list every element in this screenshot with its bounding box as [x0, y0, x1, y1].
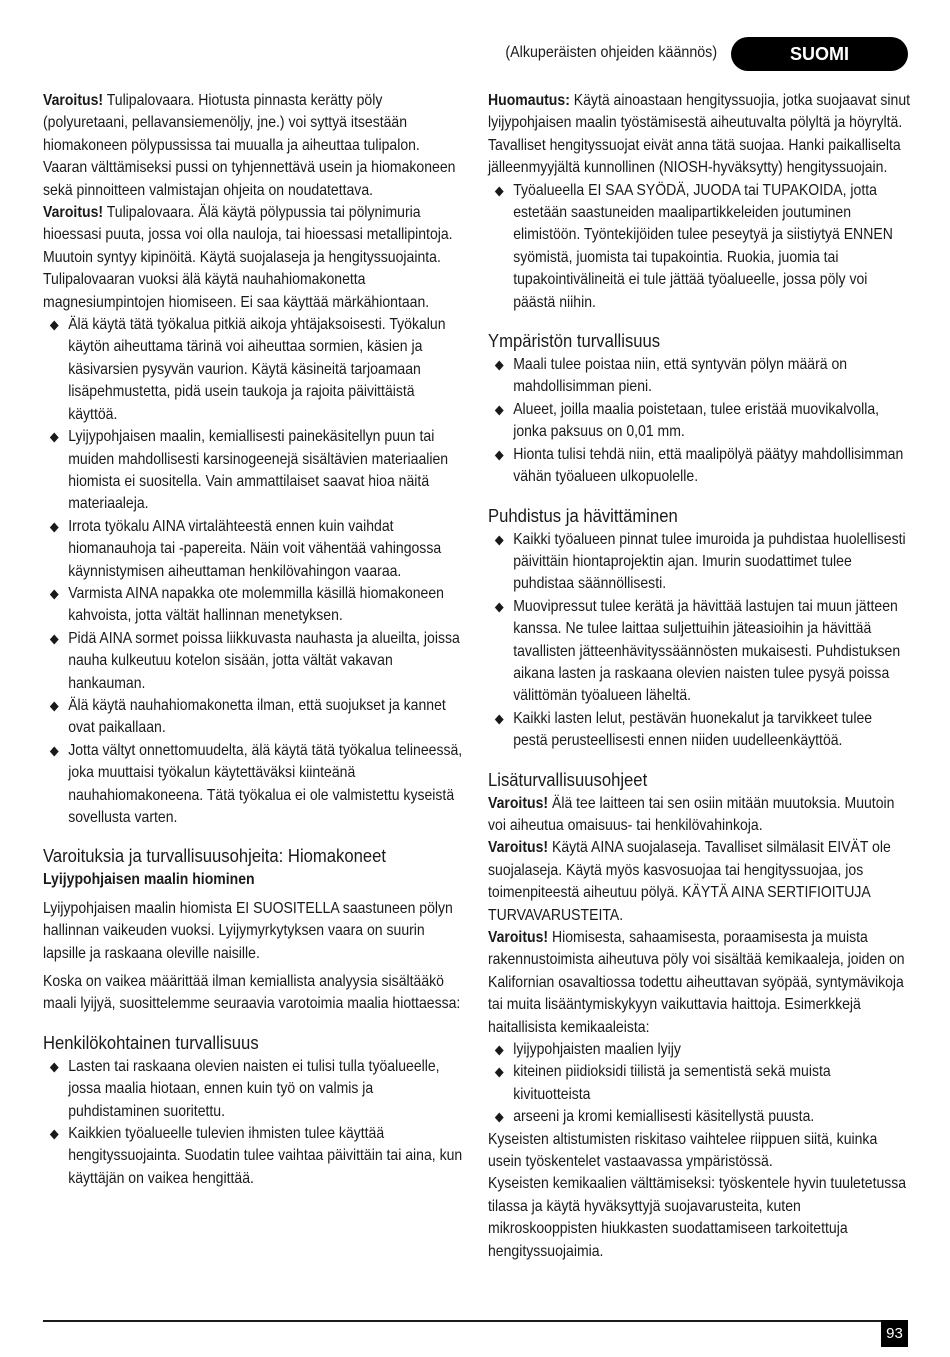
- diamond-bullet-icon: [495, 714, 504, 724]
- diamond-bullet-icon: [495, 1046, 504, 1056]
- diamond-bullet-icon: [50, 1062, 59, 1072]
- note-text: Käytä ainoastaan hengityssuojia, jotka suojaavat sinut lyijypohjaisen maalin työstämisestä aiheutuvalta pölyltä ja höyryltä. Tavalliset hengityssuojat eivät anna tätä suojaa. Hanki paikalliselta jälleenmyyjältä kunnollinen (NIOSH-hyväksytty) hengityssuojain.: [488, 92, 911, 177]
- diamond-bullet-icon: [495, 1113, 504, 1123]
- warning-modifications: [488, 793, 910, 838]
- warning-safety-glasses: [488, 837, 910, 927]
- language-badge: SUOMI: [731, 37, 908, 71]
- translation-note: (Alkuperäisten ohjeiden käännös): [505, 44, 717, 61]
- list-item: Irrota työkalu AINA virtalähteestä ennen kuin vaihdat hiomanauhoja tai -papereita. Näin voit vähentää vahingossa käynnistymisen aiheuttaman henkilövahingon vaaraa.: [43, 516, 465, 583]
- diamond-bullet-icon: [50, 746, 59, 756]
- diamond-bullet-icon: [50, 702, 59, 712]
- footer-rule: [43, 1320, 881, 1322]
- list-item: arseeni ja kromi kemiallisesti käsitellystä puusta.: [488, 1106, 910, 1128]
- paragraph: Kyseisten kemikaalien välttämiseksi: työskentele hyvin tuuletetussa tilassa ja käytä hyväksyttyjä suojavarusteita, kuten mikroskooppisten hiukkasten suodattamiseen tarkoitettuja hengityssuojaimia.: [488, 1175, 907, 1260]
- safety-bullet-list: [43, 314, 465, 829]
- no-eating-list: [488, 180, 910, 314]
- diamond-bullet-icon: [50, 634, 59, 644]
- subsection-title-lead-paint: Lyijypohjaisen maalin hiominen: [43, 871, 255, 889]
- list-item: Älä käytä tätä työkalua pitkiä aikoja yhtäjaksoisesti. Työkalun käytön aiheuttama tärinä voi aiheuttaa sormien, käsien ja käsivarsien pysyvän vaurion. Käytä käsineitä tarjoamaan lisäpehmustetta, pidä usein taukoja ja rajoita päivittäistä käyttöä.: [43, 314, 465, 426]
- list-item: Maali tulee poistaa niin, että syntyvän pölyn määrä on mahdollisimman pieni.: [488, 354, 910, 399]
- environment-list: [488, 354, 910, 488]
- list-item: Hionta tulisi tehdä niin, että maalipölyä päätyy mahdollisimman vähän työalueen ulkopuolelle.: [488, 444, 910, 489]
- section-title-additional-safety: Lisäturvallisuusohjeet: [488, 768, 648, 790]
- diamond-bullet-icon: [495, 1068, 504, 1078]
- list-item: Alueet, joilla maalia poistetaan, tulee eristää muovikalvolla, jonka paksuus on 0,01 mm.: [488, 399, 910, 444]
- fire-warning-dust: [43, 90, 465, 202]
- list-item: lyijypohjaisten maalien lyijy: [488, 1039, 910, 1061]
- warning-label: Varoitus!: [488, 929, 549, 946]
- left-column: [43, 90, 465, 1190]
- section-title-sanders: Varoituksia ja turvallisuusohjeita: Hiomakoneet: [43, 845, 387, 867]
- list-item: Lasten tai raskaana olevien naisten ei tulisi tulla työalueelle, jossa maalia hiotaan, ennen kuin työ on valmis ja puhdistaminen suoritettu.: [43, 1056, 465, 1123]
- list-item: Lyijypohjaisen maalin, kemiallisesti painekäsitellyn puun tai muiden mahdollisesti karsinogeenejä sisältävien materiaalien hiomista ei suositella. Vain ammattilaiset saavat hioa näitä materiaaleja.: [43, 426, 465, 516]
- personal-safety-list: [43, 1056, 465, 1190]
- diamond-bullet-icon: [50, 1130, 59, 1140]
- warning-text: Hiomisesta, sahaamisesta, poraamisesta ja muista rakennustoimista aiheutuva pöly voi sisältää kemikaaleja, joiden on Kalifornian osavaltiossa todettu aiheuttavan syöpää, syntymävikoja tai muita lisääntymiskykyyn vaikuttavia haittoja. Esimerkkejä haitallisista kemikaaleista:: [488, 929, 905, 1036]
- list-item: Kaikki lasten lelut, pestävän huonekalut ja tarvikkeet tulee pestä perusteellisesti ennen niiden uudelleenkäyttöä.: [488, 708, 910, 753]
- list-item: Muovipressut tulee kerätä ja hävittää lastujen tai muun jätteen kanssa. Ne tulee laittaa suljettuihin jäteasioihin ja hävittää tavallisten jätteenhävityssäännösten mukaisesti. Puhdistuksen aikana lasten ja raskaana olevien naisten tulee pysyä poissa välittömän työalueen läheltä.: [488, 596, 910, 708]
- diamond-bullet-icon: [495, 450, 504, 460]
- warning-chemicals: [488, 927, 910, 1039]
- paragraph: Kyseisten altistumisten riskitaso vaihtelee riippuen siitä, kuinka usein työskentelet vastaavassa ympäristössä.: [488, 1130, 878, 1171]
- diamond-bullet-icon: [50, 522, 59, 532]
- cleaning-list: [488, 529, 910, 753]
- chemicals-list: [488, 1039, 910, 1129]
- diamond-bullet-icon: [50, 321, 59, 331]
- diamond-bullet-icon: [495, 535, 504, 545]
- warning-label: Varoitus!: [43, 92, 104, 109]
- paragraph: Lyijypohjaisen maalin hiomista EI SUOSITELLA saastuneen pölyn hallinnan vaikeuden vuoksi. Lyijymyrkytyksen vaara on suurin lapsille ja raskaana oleville naisille.: [43, 899, 453, 962]
- list-item: Älä käytä nauhahiomakonetta ilman, että suojukset ja kannet ovat paikallaan.: [43, 695, 465, 740]
- list-item: Kaikkien työalueelle tulevien ihmisten tulee käyttää hengityssuojainta. Suodatin tulee vaihtaa päivittäin tai aina, kun käyttäjän on vaikea hengittää.: [43, 1123, 465, 1190]
- warning-label: Varoitus!: [488, 794, 549, 812]
- diamond-bullet-icon: [495, 405, 504, 415]
- diamond-bullet-icon: [495, 361, 504, 371]
- diamond-bullet-icon: [50, 433, 59, 443]
- warning-label: Varoitus!: [43, 204, 104, 222]
- respirator-note: [488, 90, 910, 180]
- list-item: Työalueella EI SAA SYÖDÄ, JUODA tai TUPAKOIDA, jotta estetään saastuneiden maalipartikkeleiden joutuminen elimistöön. Työntekijöiden tulee peseytyä ja siistiytyä ENNEN syömistä, juomista tai tupakointia. Ruokia, juomia tai tupakointivälineitä ei tule jättää työalueelle, jossa pöly voi päästä niihin.: [488, 180, 910, 314]
- warning-text: Käytä AINA suojalaseja. Tavalliset silmälasit EIVÄT ole suojalaseja. Käytä myös kasvosuojaa tai hengityssuojaa, jos toimenpiteestä aiheutuu pölyä. KÄYTÄ AINA SERTIFIOITUJA TURVAVARUSTEITA.: [488, 839, 891, 924]
- warning-text: Tulipalovaara. Älä käytä pölypussia tai pölynimuria hioessasi puuta, jossa voi olla nauloja, tai hioessasi metallipintoja. Muutoin syntyy kipinöitä. Käytä suojalaseja ja hengityssuojainta. Tulipalovaaran vuoksi älä käytä nauhahiomakonetta magnesiumpintojen hiomiseen. Ei saa käyttää märkähiontaan.: [43, 204, 453, 311]
- section-title-cleaning: Puhdistus ja hävittäminen: [488, 504, 678, 526]
- paragraph: Koska on vaikea määrittää ilman kemiallista analyysia sisältääkö maali lyijyä, suosittelemme seuraavia varotoimia maalia hiottaessa:: [43, 973, 461, 1013]
- note-label: Huomautus:: [488, 92, 570, 109]
- list-item: Pidä AINA sormet poissa liikkuvasta nauhasta ja alueilta, joissa nauha kulkeutuu kotelon sisään, jotta vältät vakavan hankauman.: [43, 628, 465, 695]
- list-item: Varmista AINA napakka ote molemmilla käsillä hiomakoneen kahvoista, jotta vältät hallinnan menetyksen.: [43, 583, 465, 628]
- list-item: kiteinen piidioksidi tiilistä ja sementistä sekä muista kivituotteista: [488, 1061, 910, 1106]
- section-title-personal-safety: Henkilökohtainen turvallisuus: [43, 1031, 259, 1053]
- diamond-bullet-icon: [495, 186, 504, 196]
- warning-text: Älä tee laitteen tai sen osiin mitään muutoksia. Muutoin voi aiheutua omaisuus- tai henkilövahinkoja.: [488, 794, 895, 834]
- warning-text: Tulipalovaara. Hiotusta pinnasta kerätty pöly (polyuretaani, pellavansiemenöljy, jne.) voi syttyä itsestään hiomakoneen pölypussissa tai muualla ja aiheuttaa tulipalon. Vaaran välttämiseksi pussi on tyhjennettävä usein ja hiomakoneen sekä pinnoitteen valmistajan ohjeita on noudatettava.: [43, 92, 456, 199]
- fire-warning-sparks: [43, 202, 465, 314]
- list-item: Jotta vältyt onnettomuudelta, älä käytä tätä työkalua telineessä, joka muuttaisi työkalun käytettäväksi kiinteänä nauhahiomakoneena. Tätä työkalua ei ole valmistettu kyseistä sovellusta varten.: [43, 740, 465, 830]
- section-title-environment: Ympäristön turvallisuus: [488, 330, 661, 352]
- warning-label: Varoitus!: [488, 839, 549, 857]
- page-number: 93: [881, 1320, 908, 1347]
- diamond-bullet-icon: [495, 602, 504, 612]
- list-item: Kaikki työalueen pinnat tulee imuroida ja puhdistaa huolellisesti päivittäin hiontaprojektin ajan. Imurin suodattimet tulee puhdistaa säännöllisesti.: [488, 529, 910, 596]
- diamond-bullet-icon: [50, 589, 59, 599]
- right-column: [488, 90, 910, 1263]
